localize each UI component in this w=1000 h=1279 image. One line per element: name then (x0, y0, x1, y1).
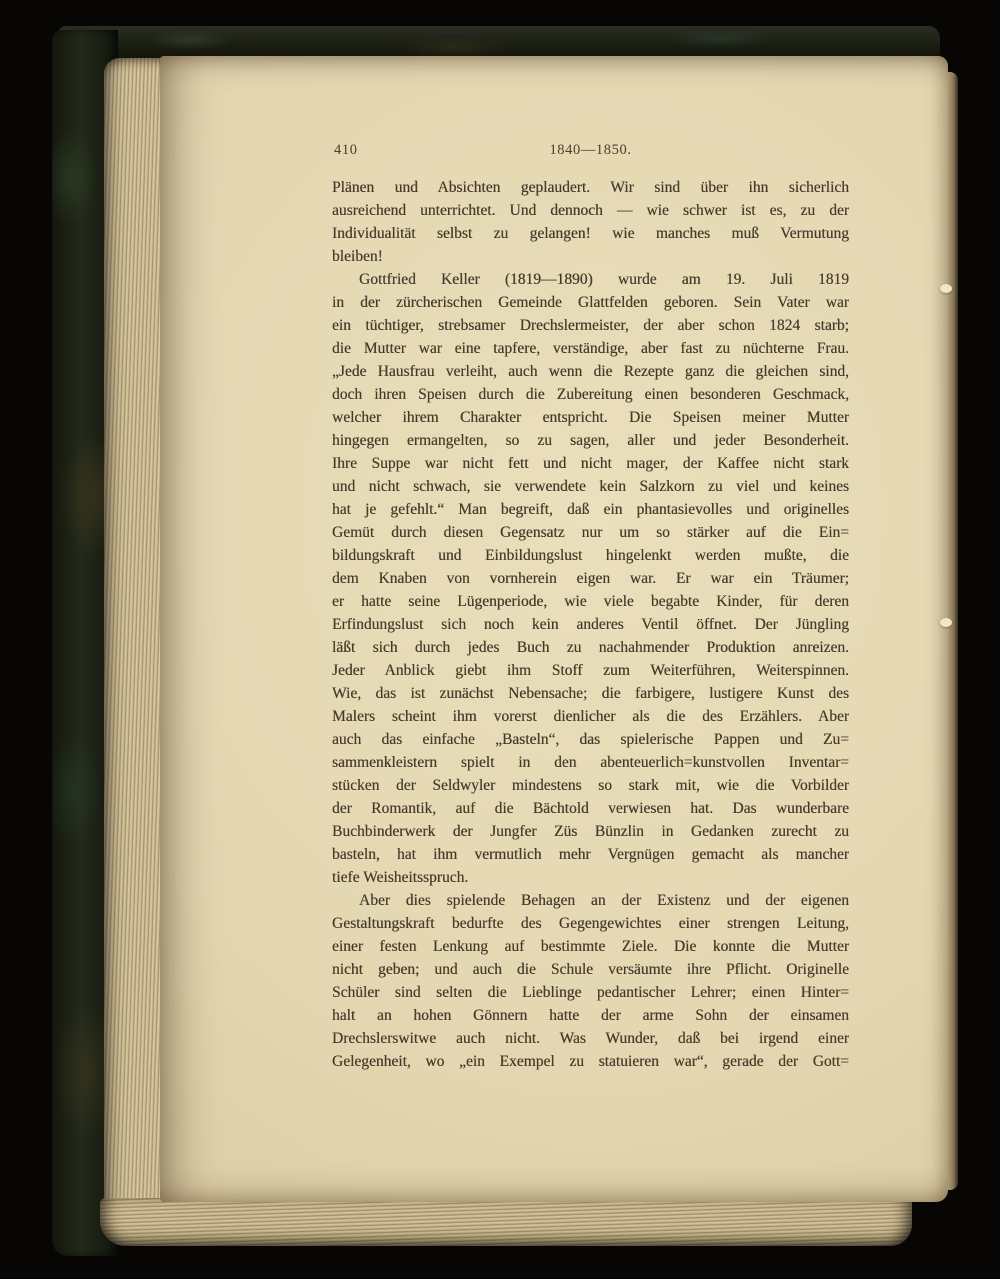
text-line: Drechslerswitwe auch nicht. Was Wunder, daß bei irgend einer (332, 1030, 849, 1047)
text-line: läßt sich durch jedes Buch zu nachahmender Produktion anreizen. (332, 639, 849, 656)
paragraph (332, 889, 849, 1073)
text-line: bleiben! (332, 248, 383, 265)
text-line: Gemüt durch diesen Gegensatz nur um so stärker auf die Ein= (332, 524, 849, 541)
text-line: einer festen Lenkung auf bestimmte Ziele. Die konnte die Mutter (332, 938, 849, 955)
text-line: ausreichend unterrichtet. Und dennoch — wie schwer ist es, zu der (332, 202, 849, 219)
text-line: er hatte seine Lügenperiode, wie viele begabte Kinder, für deren (332, 593, 849, 610)
text-line: die Mutter war eine tapfere, verständige, aber fast zu nüchterne Frau. (332, 340, 849, 357)
text-line: Gottfried Keller (1819—1890) wurde am 19. Juli 1819 (359, 271, 849, 288)
text-line: tiefe Weisheitsspruch. (332, 869, 469, 886)
page-number: 410 (334, 142, 358, 158)
text-line: nicht geben; und auch die Schule versäumte ihre Pflicht. Originelle (332, 961, 849, 978)
deckle-notch (940, 618, 952, 627)
book-page (160, 56, 948, 1202)
text-line: Individualität selbst zu gelangen! wie manches muß Vermutung (332, 225, 849, 242)
text-line: Gelegenheit, wo „ein Exempel zu statuieren war“, gerade der Gott= (332, 1053, 849, 1070)
text-line: dem Knaben von vornherein eigen war. Er war ein Träumer; (332, 570, 849, 587)
text-line: hat je gefehlt.“ Man begreift, daß ein phantasievolles und originelles (332, 501, 849, 518)
deckle-notch (940, 284, 952, 293)
text-line: und nicht schwach, sie verwendete kein Salzkorn zu viel und keines (332, 478, 849, 495)
paragraph (332, 268, 849, 889)
text-block (332, 176, 849, 1073)
text-line: Ihre Suppe war nicht fett und nicht mager, der Kaffee nicht stark (332, 455, 849, 472)
paragraph (332, 176, 849, 268)
text-line: Plänen und Absichten geplaudert. Wir sind über ihn sicherlich (332, 179, 849, 196)
page-stack-left-edges (104, 58, 166, 1216)
page-header (332, 142, 849, 162)
text-line: Schüler sind selten die Lieblinge pedantischer Lehrer; einen Hinter= (332, 984, 849, 1001)
text-line: welcher ihrem Charakter entspricht. Die Speisen meiner Mutter (332, 409, 849, 426)
running-header: 1840—1850. (549, 142, 632, 158)
text-line: bildungskraft und Einbildungslust hingelenkt werden mußte, die (332, 547, 849, 564)
text-line: sammenkleistern spielt in den abenteuerlich=kunstvollen Inventar= (332, 754, 849, 771)
text-line: in der zürcherischen Gemeinde Glattfelden geboren. Sein Vater war (332, 294, 849, 311)
text-line: stücken der Seldwyler mindestens so stark mit, wie die Vorbilder (332, 777, 849, 794)
text-line: basteln, hat ihm vermutlich mehr Vergnügen gemacht als mancher (332, 846, 849, 863)
text-line: Jeder Anblick giebt ihm Stoff zum Weiterführen, Weiterspinnen. (332, 662, 849, 679)
text-line: „Jede Hausfrau verleiht, auch wenn die Rezepte ganz die gleichen sind, (332, 363, 849, 380)
text-line: Wie, das ist zunächst Nebensache; die farbigere, lustigere Kunst des (332, 685, 849, 702)
text-line: auch das einfache „Basteln“, das spielerische Pappen und Zu= (332, 731, 849, 748)
text-line: Buchbinderwerk der Jungfer Züs Bünzlin in Gedanken zurecht zu (332, 823, 849, 840)
page-stack-bottom-edges (100, 1198, 912, 1246)
text-line: Malers scheint ihm vorerst dienlicher als die des Erzählers. Aber (332, 708, 849, 725)
text-line: doch ihren Speisen durch die Zubereitung einen besonderen Geschmack, (332, 386, 849, 403)
text-line: hingegen ermangelten, so zu sagen, aller und jeder Besonderheit. (332, 432, 849, 449)
text-line: Gestaltungskraft bedurfte des Gegengewichtes einer strengen Leitung, (332, 915, 849, 932)
text-line: der Romantik, auf die Bächtold verwiesen hat. Das wunderbare (332, 800, 849, 817)
text-line: Erfindungslust sich noch kein anderes Ventil öffnet. Der Jüngling (332, 616, 849, 633)
text-line: Aber dies spielende Behagen an der Existenz und der eigenen (359, 892, 849, 909)
text-line: ein tüchtiger, strebsamer Drechslermeister, der aber schon 1824 starb; (332, 317, 849, 334)
text-line: halt an hohen Gönnern hatte der arme Sohn der einsamen (332, 1007, 849, 1024)
